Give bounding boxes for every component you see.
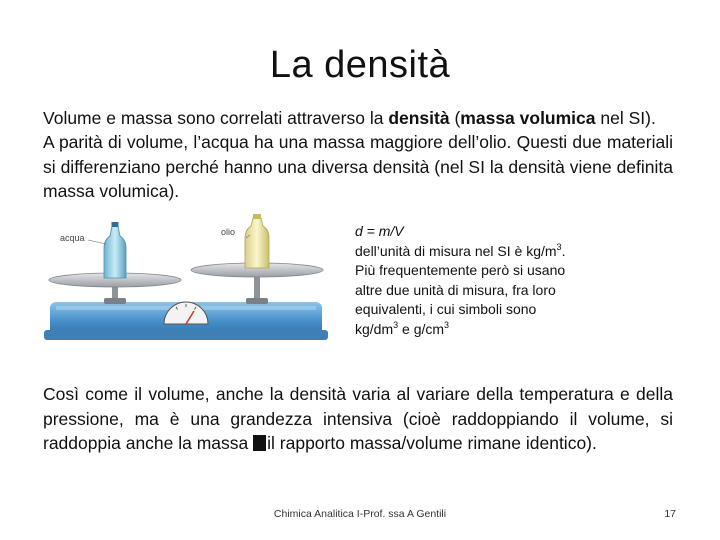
formula-line-1 — [355, 242, 645, 262]
formula-equation: d = m/V — [355, 223, 404, 239]
unit-kg-dm-sup: 3 — [393, 319, 399, 330]
page-number: 17 — [664, 508, 676, 520]
formula-line-1-text: dell’unità di misura nel SI è kg/m — [355, 242, 557, 259]
paragraph3-after: il rapporto massa/volume rimane identico). — [267, 433, 597, 453]
formula-line-2: Più frequentemente però si usano — [355, 262, 566, 279]
formula-line-1-end: . — [561, 242, 566, 259]
balance-illustration — [36, 214, 338, 360]
intro-bold-massa-volumica: massa volumica — [460, 108, 596, 128]
oil-bottle — [245, 214, 269, 268]
footer-credit: Chimica Analitica I-Prof. ssa A Gentili — [273, 508, 447, 520]
paragraph-intensive — [43, 382, 673, 456]
intro-paragraph — [43, 106, 673, 131]
label-acqua: acqua — [60, 233, 85, 243]
intro-text-1: Volume e massa sono correlati attraverso la — [43, 108, 389, 128]
formula-line-5 — [355, 320, 645, 340]
water-bottle — [104, 222, 126, 278]
formula-line-4: equivalenti, i cui simboli sono — [355, 301, 537, 318]
intro-bold-densita: densità — [388, 108, 450, 128]
missing-glyph-icon — [253, 435, 266, 451]
paragraph3-before: Così come il volume, anche la densità varia al variare della temperatura e della pressione, ma è una grandezza intensiva (cioè raddoppiando il volume, si raddoppia anche la massa — [43, 384, 673, 453]
density-formula — [355, 222, 645, 242]
slide-title: La densità — [269, 44, 451, 86]
unit-kg-dm: kg/dm — [355, 320, 394, 337]
paragraph-water-oil: A parità di volume, l’acqua ha una massa maggiore dell’olio. Questi due materiali si differenziano perché hanno una diversa densità (nel SI la densità viene definita massa volumica). — [43, 132, 673, 201]
unit-g-cm: e g/cm — [398, 320, 445, 337]
unit-g-cm-sup: 3 — [444, 319, 450, 330]
formula-line-3: altre due unità di misura, fra loro — [355, 281, 556, 298]
intro-text-3: nel SI). — [595, 108, 656, 128]
formula-line-1-sup: 3 — [556, 241, 562, 252]
intro-text-2: ( — [449, 108, 461, 128]
label-olio: olio — [221, 227, 236, 237]
formula-box — [355, 222, 645, 340]
